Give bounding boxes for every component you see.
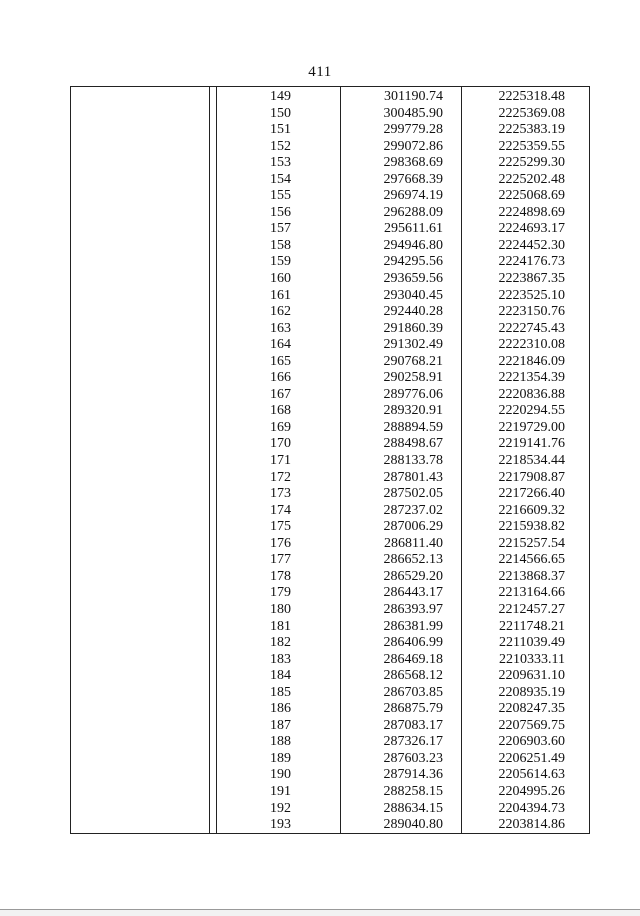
y-coordinate: 2221846.09 — [498, 353, 565, 369]
y-coordinate: 2211039.49 — [499, 635, 565, 651]
table-row — [71, 470, 589, 487]
x-coordinate: 299072.86 — [383, 138, 443, 154]
table-row — [71, 453, 589, 470]
x-coordinate: 286529.20 — [383, 568, 443, 584]
x-coordinate: 286381.99 — [383, 618, 443, 634]
point-number: 151 — [270, 122, 291, 138]
x-coordinate: 287006.29 — [383, 519, 443, 535]
point-number: 152 — [270, 138, 291, 154]
table-row — [71, 139, 589, 156]
point-number: 185 — [270, 684, 291, 700]
point-number: 153 — [270, 155, 291, 171]
y-coordinate: 2224898.69 — [498, 204, 565, 220]
y-coordinate: 2206903.60 — [498, 734, 565, 750]
point-number: 186 — [270, 701, 291, 717]
x-coordinate: 295611.61 — [384, 221, 443, 237]
table-row — [71, 685, 589, 702]
x-coordinate: 293040.45 — [383, 287, 443, 303]
y-coordinate: 2219729.00 — [498, 419, 565, 435]
point-number: 155 — [270, 188, 291, 204]
x-coordinate: 286393.97 — [383, 601, 443, 617]
point-number: 187 — [270, 717, 291, 733]
table-row — [71, 205, 589, 222]
point-number: 166 — [270, 370, 291, 386]
x-coordinate: 291860.39 — [383, 320, 443, 336]
y-coordinate: 2206251.49 — [498, 750, 565, 766]
table-row — [71, 221, 589, 238]
x-coordinate: 286443.17 — [383, 585, 443, 601]
point-number: 161 — [270, 287, 291, 303]
table-row — [71, 370, 589, 387]
x-coordinate: 290258.91 — [383, 370, 443, 386]
y-coordinate: 2225068.69 — [498, 188, 565, 204]
y-coordinate: 2222745.43 — [498, 320, 565, 336]
table-row — [71, 172, 589, 189]
y-coordinate: 2215938.82 — [498, 519, 565, 535]
table-row — [71, 321, 589, 338]
y-coordinate: 2224176.73 — [498, 254, 565, 270]
table-row — [71, 817, 589, 834]
table-row — [71, 486, 589, 503]
y-coordinate: 2223150.76 — [498, 304, 565, 320]
y-coordinate: 2216609.32 — [498, 502, 565, 518]
point-number: 159 — [270, 254, 291, 270]
point-number: 182 — [270, 635, 291, 651]
x-coordinate: 300485.90 — [383, 105, 443, 121]
y-coordinate: 2220836.88 — [498, 386, 565, 402]
x-coordinate: 291302.49 — [383, 337, 443, 353]
y-coordinate: 2225369.08 — [498, 105, 565, 121]
y-coordinate: 2207569.75 — [498, 717, 565, 733]
x-coordinate: 294295.56 — [383, 254, 443, 270]
y-coordinate: 2222310.08 — [498, 337, 565, 353]
table-row — [71, 552, 589, 569]
y-coordinate: 2224693.17 — [498, 221, 565, 237]
point-number: 192 — [270, 800, 291, 816]
y-coordinate: 2204394.73 — [498, 800, 565, 816]
point-number: 158 — [270, 237, 291, 253]
x-coordinate: 296288.09 — [383, 204, 443, 220]
point-number: 184 — [270, 668, 291, 684]
x-coordinate: 299779.28 — [383, 122, 443, 138]
table-row — [71, 122, 589, 139]
table-row — [71, 89, 589, 106]
point-number: 163 — [270, 320, 291, 336]
y-coordinate: 2223525.10 — [498, 287, 565, 303]
point-number: 177 — [270, 552, 291, 568]
table-row — [71, 602, 589, 619]
y-coordinate: 2224452.30 — [498, 237, 565, 253]
table-row — [71, 734, 589, 751]
table-row — [71, 801, 589, 818]
scan-bottom-edge — [0, 909, 640, 916]
table-row — [71, 519, 589, 536]
point-number: 176 — [270, 535, 291, 551]
y-coordinate: 2203814.86 — [498, 817, 565, 833]
point-number: 173 — [270, 486, 291, 502]
point-number: 160 — [270, 271, 291, 287]
table-body — [71, 89, 589, 834]
table-row — [71, 155, 589, 172]
table-row — [71, 254, 589, 271]
y-coordinate: 2204995.26 — [498, 783, 565, 799]
x-coordinate: 287603.23 — [383, 750, 443, 766]
table-row — [71, 238, 589, 255]
x-coordinate: 287326.17 — [383, 734, 443, 750]
y-coordinate: 2219141.76 — [498, 436, 565, 452]
x-coordinate: 289040.80 — [383, 817, 443, 833]
x-coordinate: 292440.28 — [383, 304, 443, 320]
y-coordinate: 2210333.11 — [499, 651, 565, 667]
y-coordinate: 2220294.55 — [498, 403, 565, 419]
x-coordinate: 288133.78 — [383, 453, 443, 469]
table-row — [71, 420, 589, 437]
y-coordinate: 2225202.48 — [498, 171, 565, 187]
point-number: 165 — [270, 353, 291, 369]
table-row — [71, 635, 589, 652]
x-coordinate: 297668.39 — [383, 171, 443, 187]
y-coordinate: 2221354.39 — [498, 370, 565, 386]
y-coordinate: 2213164.66 — [498, 585, 565, 601]
point-number: 150 — [270, 105, 291, 121]
point-number: 180 — [270, 601, 291, 617]
table-row — [71, 188, 589, 205]
table-row — [71, 337, 589, 354]
x-coordinate: 288634.15 — [383, 800, 443, 816]
point-number: 189 — [270, 750, 291, 766]
table-row — [71, 106, 589, 123]
table-row — [71, 304, 589, 321]
x-coordinate: 287914.36 — [383, 767, 443, 783]
x-coordinate: 289776.06 — [383, 386, 443, 402]
table-row — [71, 751, 589, 768]
table-row — [71, 436, 589, 453]
x-coordinate: 288258.15 — [383, 783, 443, 799]
table-row — [71, 403, 589, 420]
point-number: 156 — [270, 204, 291, 220]
page-number: 411 — [308, 64, 332, 80]
x-coordinate: 298368.69 — [383, 155, 443, 171]
x-coordinate: 286703.85 — [383, 684, 443, 700]
y-coordinate: 2225359.55 — [498, 138, 565, 154]
x-coordinate: 286875.79 — [383, 701, 443, 717]
y-coordinate: 2214566.65 — [498, 552, 565, 568]
point-number: 172 — [270, 469, 291, 485]
point-number: 167 — [270, 386, 291, 402]
coordinate-table — [70, 86, 590, 834]
x-coordinate: 288894.59 — [383, 419, 443, 435]
y-coordinate: 2225383.19 — [498, 122, 565, 138]
point-number: 171 — [270, 453, 291, 469]
point-number: 162 — [270, 304, 291, 320]
y-coordinate: 2212457.27 — [498, 601, 565, 617]
y-coordinate: 2209631.10 — [498, 668, 565, 684]
x-coordinate: 288498.67 — [383, 436, 443, 452]
table-row — [71, 536, 589, 553]
x-coordinate: 287237.02 — [383, 502, 443, 518]
table-row — [71, 288, 589, 305]
x-coordinate: 286811.40 — [384, 535, 443, 551]
point-number: 193 — [270, 817, 291, 833]
x-coordinate: 290768.21 — [383, 353, 443, 369]
point-number: 169 — [270, 419, 291, 435]
point-number: 174 — [270, 502, 291, 518]
x-coordinate: 294946.80 — [383, 237, 443, 253]
table-row — [71, 271, 589, 288]
table-row — [71, 503, 589, 520]
point-number: 168 — [270, 403, 291, 419]
x-coordinate: 293659.56 — [383, 271, 443, 287]
table-row — [71, 767, 589, 784]
x-coordinate: 287801.43 — [383, 469, 443, 485]
table-row — [71, 585, 589, 602]
point-number: 170 — [270, 436, 291, 452]
x-coordinate: 286406.99 — [383, 635, 443, 651]
point-number: 183 — [270, 651, 291, 667]
table-row — [71, 718, 589, 735]
point-number: 157 — [270, 221, 291, 237]
point-number: 188 — [270, 734, 291, 750]
y-coordinate: 2208935.19 — [498, 684, 565, 700]
point-number: 178 — [270, 568, 291, 584]
table-row — [71, 354, 589, 371]
x-coordinate: 287502.05 — [383, 486, 443, 502]
table-row — [71, 619, 589, 636]
x-coordinate: 287083.17 — [383, 717, 443, 733]
x-coordinate: 286568.12 — [383, 668, 443, 684]
point-number: 190 — [270, 767, 291, 783]
y-coordinate: 2217908.87 — [498, 469, 565, 485]
y-coordinate: 2211748.21 — [499, 618, 565, 634]
x-coordinate: 289320.91 — [383, 403, 443, 419]
point-number: 179 — [270, 585, 291, 601]
x-coordinate: 286652.13 — [383, 552, 443, 568]
y-coordinate: 2205614.63 — [498, 767, 565, 783]
y-coordinate: 2218534.44 — [498, 453, 565, 469]
point-number: 149 — [270, 89, 291, 104]
y-coordinate: 2225318.48 — [498, 89, 565, 104]
point-number: 154 — [270, 171, 291, 187]
table-row — [71, 387, 589, 404]
table-row — [71, 668, 589, 685]
y-coordinate: 2215257.54 — [498, 535, 565, 551]
y-coordinate: 2223867.35 — [498, 271, 565, 287]
y-coordinate: 2208247.35 — [498, 701, 565, 717]
table-row — [71, 784, 589, 801]
y-coordinate: 2213868.37 — [498, 568, 565, 584]
y-coordinate: 2225299.30 — [498, 155, 565, 171]
y-coordinate: 2217266.40 — [498, 486, 565, 502]
table-row — [71, 701, 589, 718]
point-number: 191 — [270, 783, 291, 799]
x-coordinate: 296974.19 — [383, 188, 443, 204]
point-number: 175 — [270, 519, 291, 535]
table-row — [71, 652, 589, 669]
x-coordinate: 286469.18 — [383, 651, 443, 667]
point-number: 164 — [270, 337, 291, 353]
x-coordinate: 301190.74 — [384, 89, 443, 104]
point-number: 181 — [270, 618, 291, 634]
table-row — [71, 569, 589, 586]
